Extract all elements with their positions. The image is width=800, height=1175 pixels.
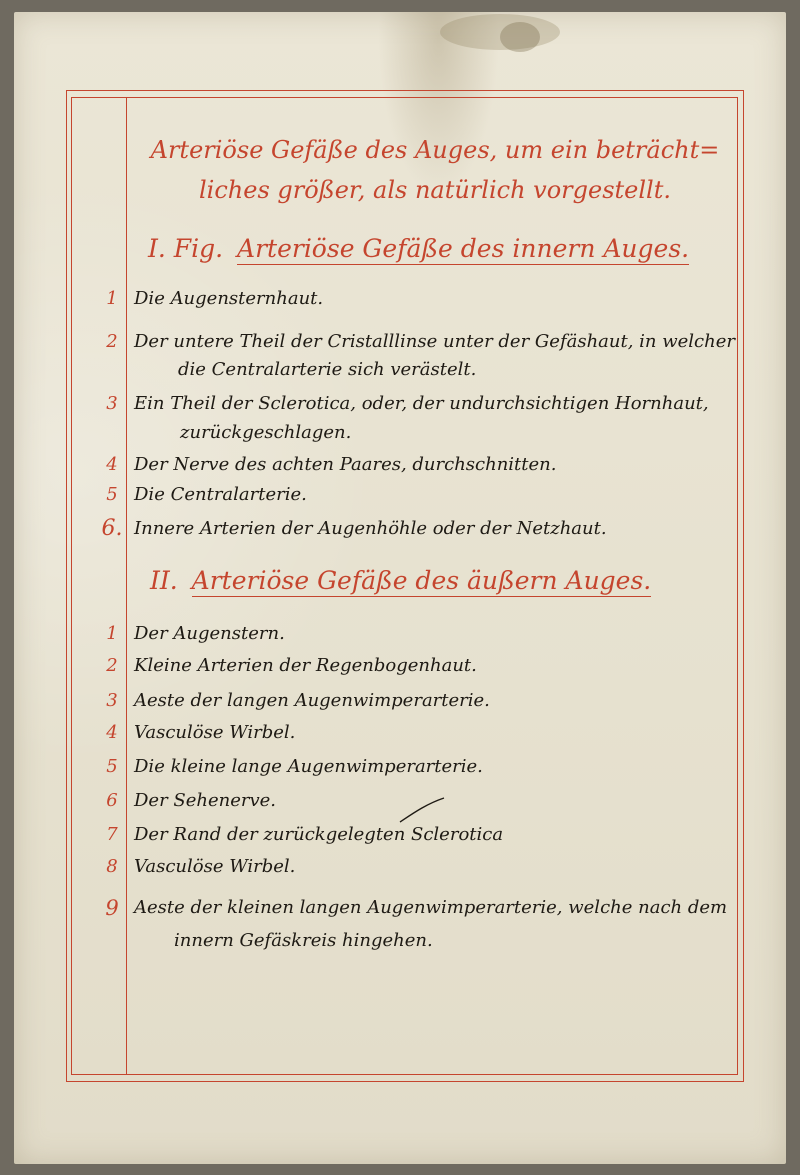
item-text: Der Nerve des achten Paares, durchschnitten.: [134, 454, 557, 475]
item-text: Vasculöse Wirbel.: [134, 722, 296, 743]
list-item: [0, 718, 800, 748]
item-text: Vasculöse Wirbel.: [134, 856, 296, 877]
item-number: 4: [106, 454, 118, 475]
item-text-continued: innern Gefäskreis hingehen.: [174, 930, 433, 951]
paper-stain: [500, 22, 540, 52]
section-2-heading: [150, 566, 651, 595]
item-text-continued: die Centralarterie sich verästelt.: [178, 359, 477, 380]
item-text: Die Augensternhaut.: [134, 288, 324, 309]
list-item: [0, 480, 800, 510]
list-item: [0, 893, 800, 923]
item-text: Ein Theil der Sclerotica, oder, der undurchsichtigen Hornhaut,: [134, 393, 709, 414]
list-item: [0, 651, 800, 681]
item-text: Der Rand der zurückgelegten Sclerotica: [134, 824, 504, 845]
section-1-number: I. Fig.: [148, 234, 224, 263]
item-number: 6: [106, 790, 118, 811]
pen-flourish: [398, 796, 446, 824]
list-item: [0, 284, 800, 314]
item-text: Aeste der kleinen langen Augenwimperarterie, welche nach dem: [134, 897, 728, 918]
section-2-number: II.: [150, 566, 178, 595]
item-number: 5: [106, 756, 118, 777]
item-text: Der Augenstern.: [134, 623, 285, 644]
list-item-continuation: [0, 926, 800, 956]
list-item-continuation: [0, 418, 800, 448]
item-number: 3: [106, 690, 118, 711]
item-number: 5: [106, 484, 118, 505]
list-item-continuation: [0, 355, 800, 385]
item-number: 4: [106, 722, 118, 743]
page-title: [150, 130, 720, 210]
item-number: 2: [106, 655, 118, 676]
item-text: Kleine Arterien der Regenbogenhaut.: [134, 655, 477, 676]
section-2-title: Arteriöse Gefäße des äußern Auges.: [191, 566, 652, 595]
item-number: 9: [105, 896, 119, 920]
list-item: [0, 820, 800, 850]
item-number: 7: [106, 824, 118, 845]
list-item: [0, 752, 800, 782]
item-number: 8: [106, 856, 118, 877]
list-item: [0, 450, 800, 480]
list-item: [0, 619, 800, 649]
item-number: 2: [106, 331, 118, 352]
list-item: [0, 327, 800, 357]
item-number: 1: [106, 623, 118, 644]
list-item: [0, 389, 800, 419]
title-line-2: liches größer, als natürlich vorgestellt.: [199, 176, 671, 204]
item-text: Innere Arterien der Augenhöhle oder der Netzhaut.: [134, 518, 607, 539]
item-text: Die kleine lange Augenwimperarterie.: [134, 756, 483, 777]
list-item: [0, 514, 800, 544]
list-item: [0, 686, 800, 716]
list-item: [0, 852, 800, 882]
item-text: Der Sehenerve.: [134, 790, 277, 811]
item-number: 6.: [101, 516, 123, 541]
title-line-1: Arteriöse Gefäße des Auges, um ein beträcht=: [150, 136, 720, 164]
section-1-title: Arteriöse Gefäße des innern Auges.: [237, 234, 690, 263]
item-number: 1: [106, 288, 118, 309]
item-text: Der untere Theil der Cristalllinse unter der Gefäshaut, in welcher: [134, 331, 735, 352]
item-text-continued: zurückgeschlagen.: [180, 422, 352, 443]
item-text: Die Centralarterie.: [134, 484, 307, 505]
section-1-heading: [148, 234, 689, 263]
item-number: 3: [106, 393, 118, 414]
item-text: Aeste der langen Augenwimperarterie.: [134, 690, 490, 711]
